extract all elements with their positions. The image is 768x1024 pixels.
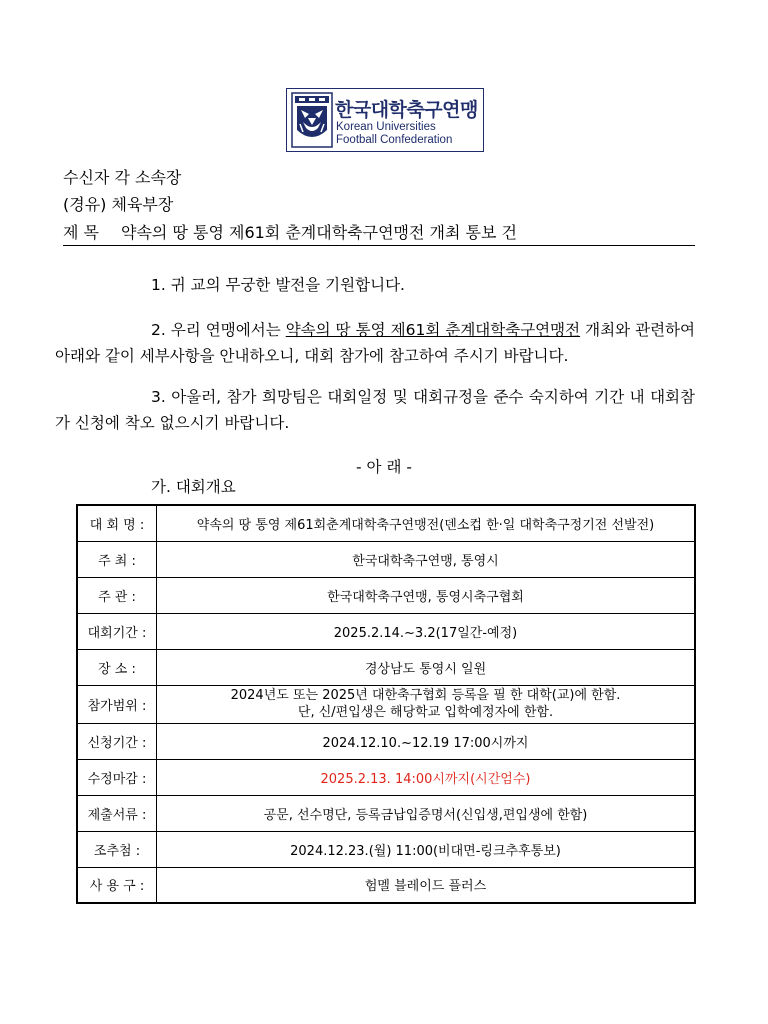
row-value: 2024.12.10.~12.19 17:00시까지 [157, 723, 696, 759]
recipient-line: 수신자 각 소속장 [63, 168, 182, 187]
row-value: 2025.2.14.~3.2(17일간-예정) [157, 613, 696, 649]
row-label: 신청기간 : [77, 723, 157, 759]
section-heading: 가. 대회개요 [151, 478, 236, 496]
table-row [77, 795, 695, 831]
logo-english-line1: Korean Universities [336, 121, 436, 133]
subject-line [63, 220, 695, 246]
event-overview-table [76, 504, 696, 904]
paragraph-3 [55, 384, 695, 436]
row-label: 수정마감 : [77, 759, 157, 795]
logo-korean-name: 한국대학축구연맹 [335, 99, 478, 121]
row-label: 참가범위 : [77, 685, 157, 723]
below-heading: - 아 래 - [356, 458, 412, 476]
row-label: 대회기간 : [77, 613, 157, 649]
table-row [77, 613, 695, 649]
paragraph-3-text: 3. 아울러, 참가 희망팀은 대회일정 및 대회규정을 준수 숙지하여 기간 내 대회참가 신청에 착오 없으시기 바랍니다. [55, 388, 695, 432]
row-value: 약속의 땅 통영 제61회춘계대학축구연맹전(덴소컵 한·일 대학축구정기전 선발전) [157, 505, 696, 541]
row-value-line2: 단, 신/편입생은 해당학교 입학예정자에 한함. [297, 705, 554, 720]
logo-english-line2: Football Confederation [336, 134, 453, 146]
row-value-line1: 2024년도 또는 2025년 대한축구협회 등록을 필 한 대학(교)에 한함. [230, 688, 621, 703]
row-value-highlight: 2025.2.13. 14:00시까지(시간엄수) [157, 759, 696, 795]
row-label: 주 최 : [77, 541, 157, 577]
row-value: 공문, 선수명단, 등록금납입증명서(신입생,편입생에 한함) [157, 795, 696, 831]
table-row [77, 867, 695, 903]
paragraph-2 [55, 317, 695, 369]
row-value: 험멜 블레이드 플러스 [157, 867, 696, 903]
table-row [77, 723, 695, 759]
row-value: 한국대학축구연맹, 통영시 [157, 541, 696, 577]
table-row [77, 577, 695, 613]
tiger-emblem-icon [291, 92, 333, 148]
subject-label: 제 목 [63, 223, 99, 242]
row-label: 사 용 구 : [77, 867, 157, 903]
table-row [77, 541, 695, 577]
row-label: 주 관 : [77, 577, 157, 613]
paragraph-1: 1. 귀 교의 무궁한 발전을 기원합니다. [151, 276, 405, 294]
row-label: 제출서류 : [77, 795, 157, 831]
table-row [77, 649, 695, 685]
subject-text: 약속의 땅 통영 제61회 춘계대학축구연맹전 개최 통보 건 [121, 223, 517, 242]
row-label: 대 회 명 : [77, 505, 157, 541]
federation-logo [286, 88, 484, 152]
row-value: 한국대학축구연맹, 통영시축구협회 [157, 577, 696, 613]
row-label: 장 소 : [77, 649, 157, 685]
paragraph-2-lead: 2. 우리 연맹에서는 [151, 321, 286, 339]
row-label: 조추첨 : [77, 831, 157, 867]
row-value: 2024.12.23.(월) 11:00(비대면-링크추후통보) [157, 831, 696, 867]
paragraph-2-rest: 개최와 관련하여 아래와 같이 세부사항을 안내하오니, 대회 참가에 참고하여 주시기 바랍니다. [55, 321, 695, 365]
table-row [77, 505, 695, 541]
row-value [157, 685, 696, 723]
via-line: (경유) 체육부장 [63, 195, 174, 214]
table-row [77, 759, 695, 795]
table-row [77, 831, 695, 867]
paragraph-2-event-name: 약속의 땅 통영 제61회 춘계대학축구연맹전 [285, 321, 581, 339]
row-value: 경상남도 통영시 일원 [157, 649, 696, 685]
table-row [77, 685, 695, 723]
